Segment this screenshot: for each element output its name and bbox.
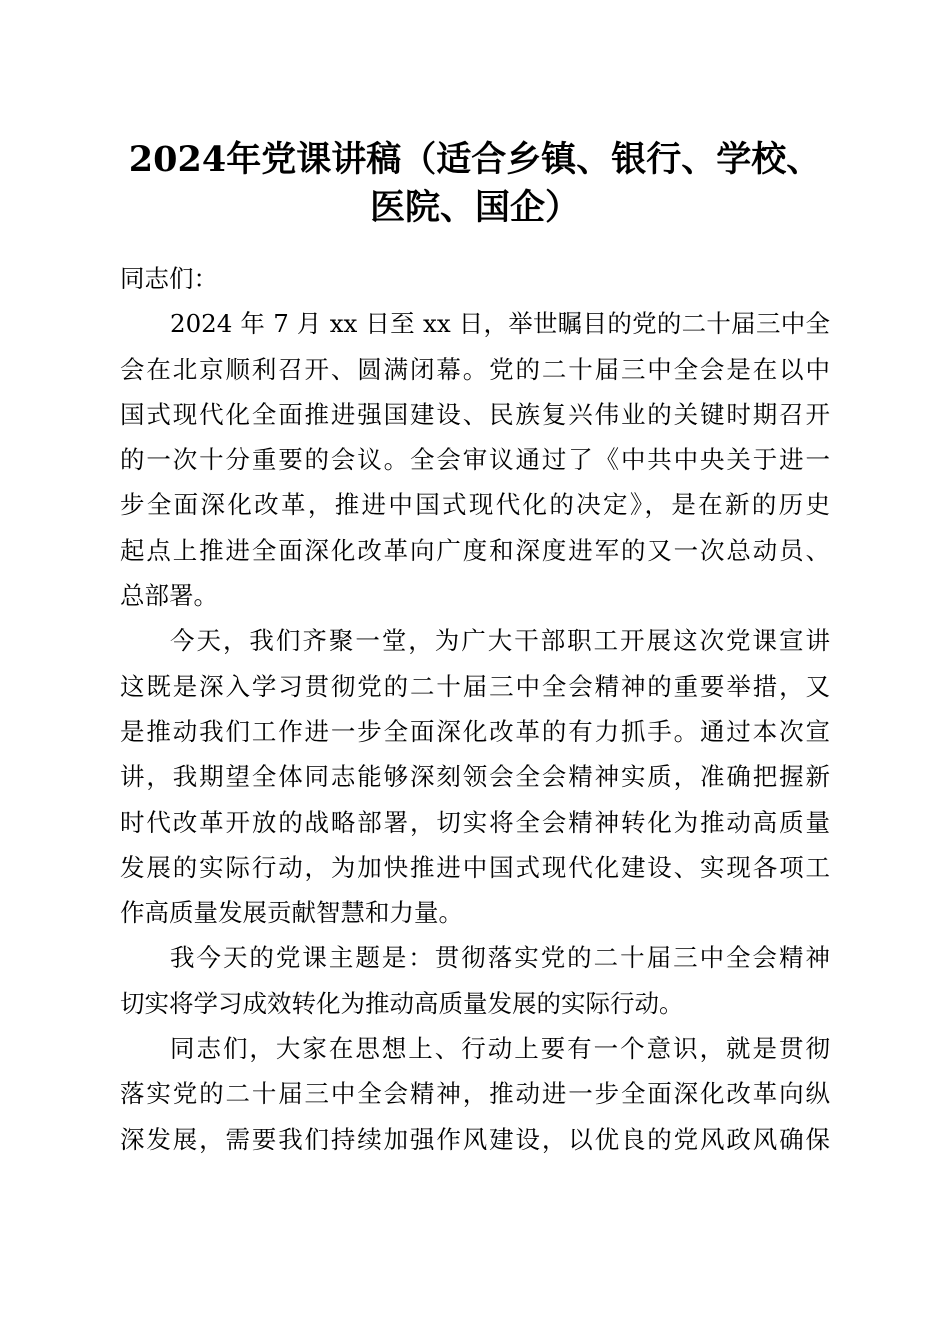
document-body bbox=[120, 256, 830, 1162]
paragraph-line: 步全面深化改革，推进中国式现代化的决定》，是在新的历史 bbox=[120, 490, 830, 520]
paragraph-line: 是推动我们工作进一步全面深化改革的有力抓手。通过本次宣 bbox=[120, 716, 830, 746]
paragraph-line: 落实党的二十届三中全会精神，推动进一步全面深化改革向纵 bbox=[120, 1079, 830, 1109]
paragraph-line: 时代改革开放的战略部署，切实将全会精神转化为推动高质量 bbox=[120, 807, 830, 837]
paragraph bbox=[120, 1026, 830, 1162]
paragraph bbox=[120, 935, 830, 1026]
salutation: 同志们： bbox=[120, 264, 218, 293]
paragraph-line: 会在北京顺利召开、圆满闭幕。党的二十届三中全会是在以中 bbox=[120, 354, 830, 384]
paragraph-line: 这既是深入学习贯彻党的二十届三中全会精神的重要举措，又 bbox=[120, 671, 830, 701]
paragraph-line: 起点上推进全面深化改革向广度和深度进军的又一次总动员、 bbox=[120, 535, 830, 565]
paragraph-line: 作高质量发展贡献智慧和力量。 bbox=[120, 898, 463, 928]
paragraph bbox=[120, 618, 830, 935]
paragraph-line: 总部署。 bbox=[120, 581, 218, 611]
paragraph-line: 我今天的党课主题是：贯彻落实党的二十届三中全会精神 bbox=[170, 943, 830, 973]
paragraph-line: 国式现代化全面推进强国建设、民族复兴伟业的关键时期召开 bbox=[120, 399, 830, 429]
paragraph-line: 切实将学习成效转化为推动高质量发展的实际行动。 bbox=[120, 988, 684, 1018]
paragraph-line: 深发展，需要我们持续加强作风建设，以优良的党风政风确保 bbox=[120, 1124, 830, 1154]
paragraph-line: 的一次十分重要的会议。全会审议通过了《中共中央关于进一 bbox=[120, 445, 830, 475]
document-title bbox=[100, 136, 850, 232]
paragraph-line: 讲，我期望全体同志能够深刻领会全会精神实质，准确把握新 bbox=[120, 762, 830, 792]
paragraph-line: 同志们，大家在思想上、行动上要有一个意识，就是贯彻 bbox=[170, 1034, 830, 1064]
title-line: 医院、国企） bbox=[369, 187, 580, 228]
title-line: 2024年党课讲稿（适合乡镇、银行、学校、 bbox=[128, 139, 822, 180]
paragraph bbox=[120, 301, 830, 618]
paragraph-line: 2024 年 7 月 xx 日至 xx 日，举世瞩目的党的二十届三中全 bbox=[170, 309, 830, 339]
paragraph-line: 发展的实际行动，为加快推进中国式现代化建设、实现各项工 bbox=[120, 852, 830, 882]
paragraph-line: 今天，我们齐聚一堂，为广大干部职工开展这次党课宣讲 bbox=[170, 626, 830, 656]
